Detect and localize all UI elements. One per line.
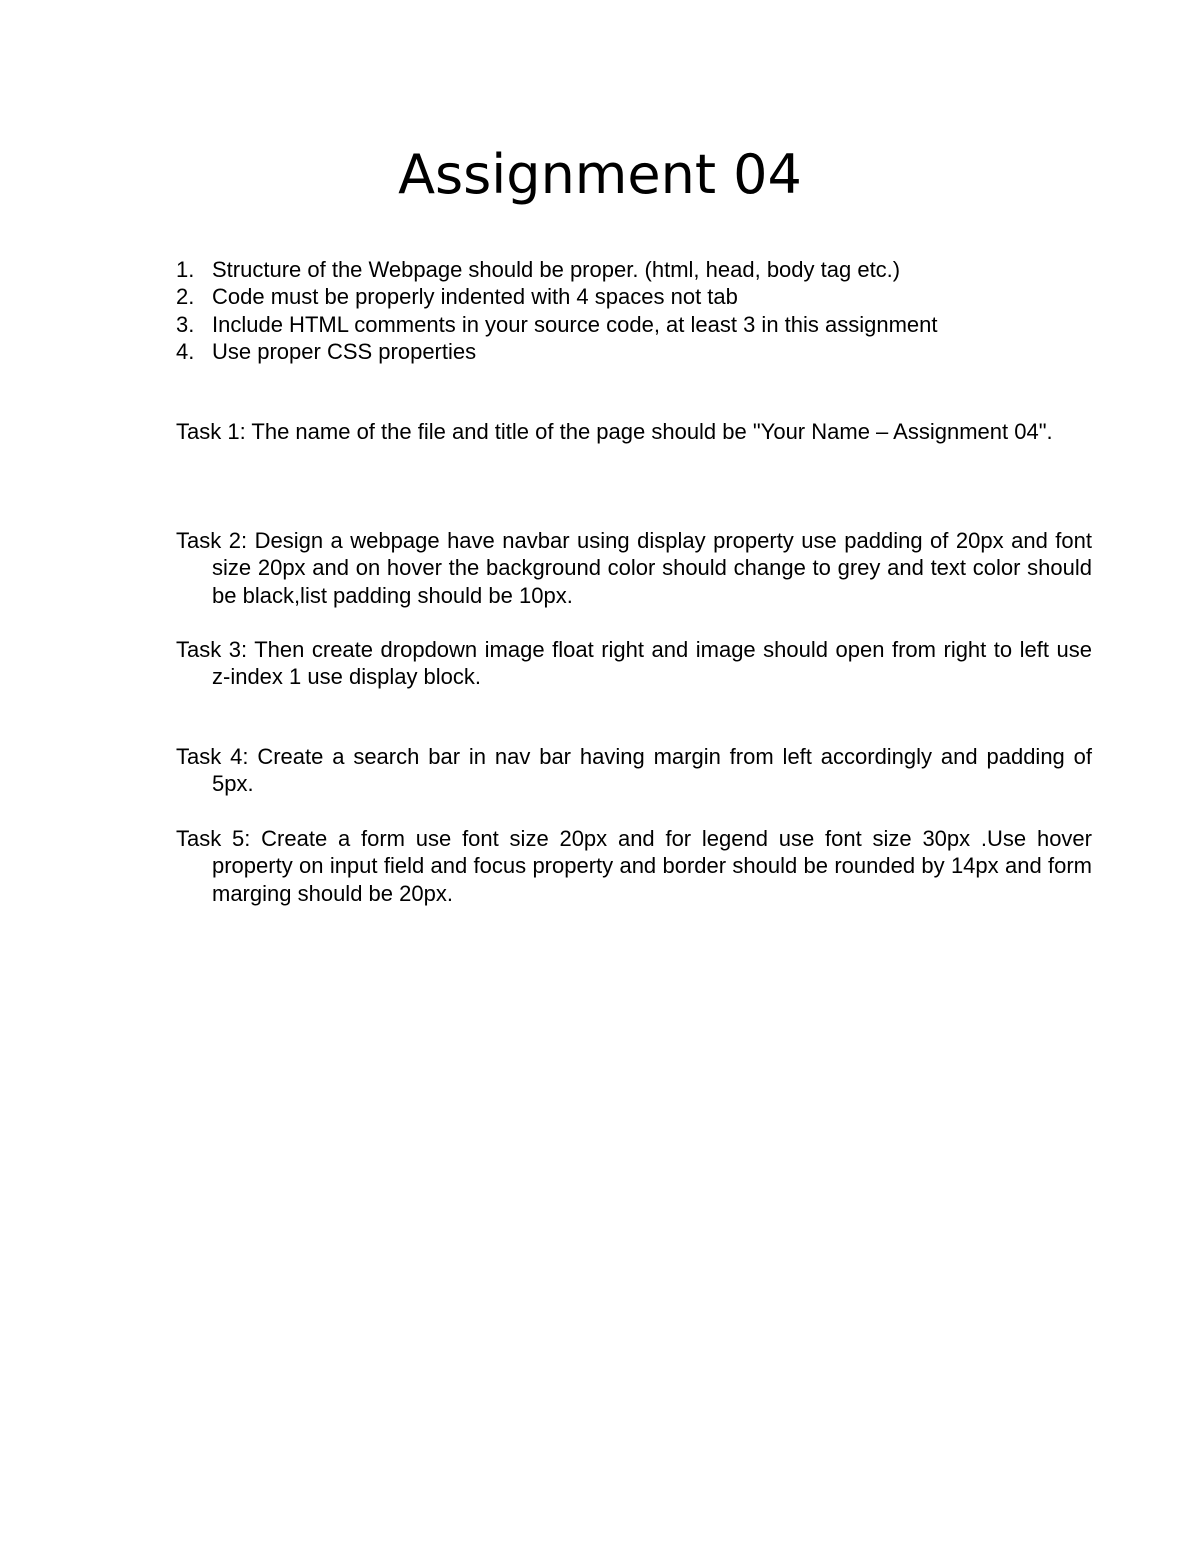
- list-item: [176, 283, 1056, 310]
- page-title: Assignment 04: [398, 143, 802, 206]
- list-item-text: Include HTML comments in your source code, at least 3 in this assignment: [212, 311, 938, 337]
- list-item: [176, 338, 1056, 365]
- list-item-text: Code must be properly indented with 4 spaces not tab: [212, 284, 738, 310]
- list-item-number: 1.: [176, 257, 195, 282]
- task-1-paragraph: Task 1: The name of the file and title of the page should be "Your Name – Assignment 04".: [176, 419, 1053, 444]
- list-item: [176, 311, 1056, 338]
- list-item-number: 4.: [176, 338, 195, 364]
- list-item-text: Structure of the Webpage should be proper. (html, head, body tag etc.): [212, 257, 901, 282]
- task-5-paragraph: Task 5: Create a form use font size 20px and for legend use font size 30px .Use hover property on input field and focus property and border should be rounded by 14px and form marging should be 20px.: [176, 826, 1092, 906]
- task-2-paragraph: Task 2: Design a webpage have navbar using display property use padding of 20px and font size 20px and on hover the background color should change to grey and text color should be black,list padding should be 10px.: [176, 528, 1092, 608]
- list-item-number: 2.: [176, 284, 195, 310]
- requirements-list: [176, 256, 1056, 365]
- task-3-paragraph: Task 3: Then create dropdown image float right and image should open from right to left use z-index 1 use display block.: [176, 637, 1092, 690]
- task-4-paragraph: Task 4: Create a search bar in nav bar having margin from left accordingly and padding of 5px.: [176, 744, 1092, 797]
- list-item: [176, 256, 1056, 283]
- list-item-text: Use proper CSS properties: [212, 338, 477, 364]
- list-item-number: 3.: [176, 311, 195, 337]
